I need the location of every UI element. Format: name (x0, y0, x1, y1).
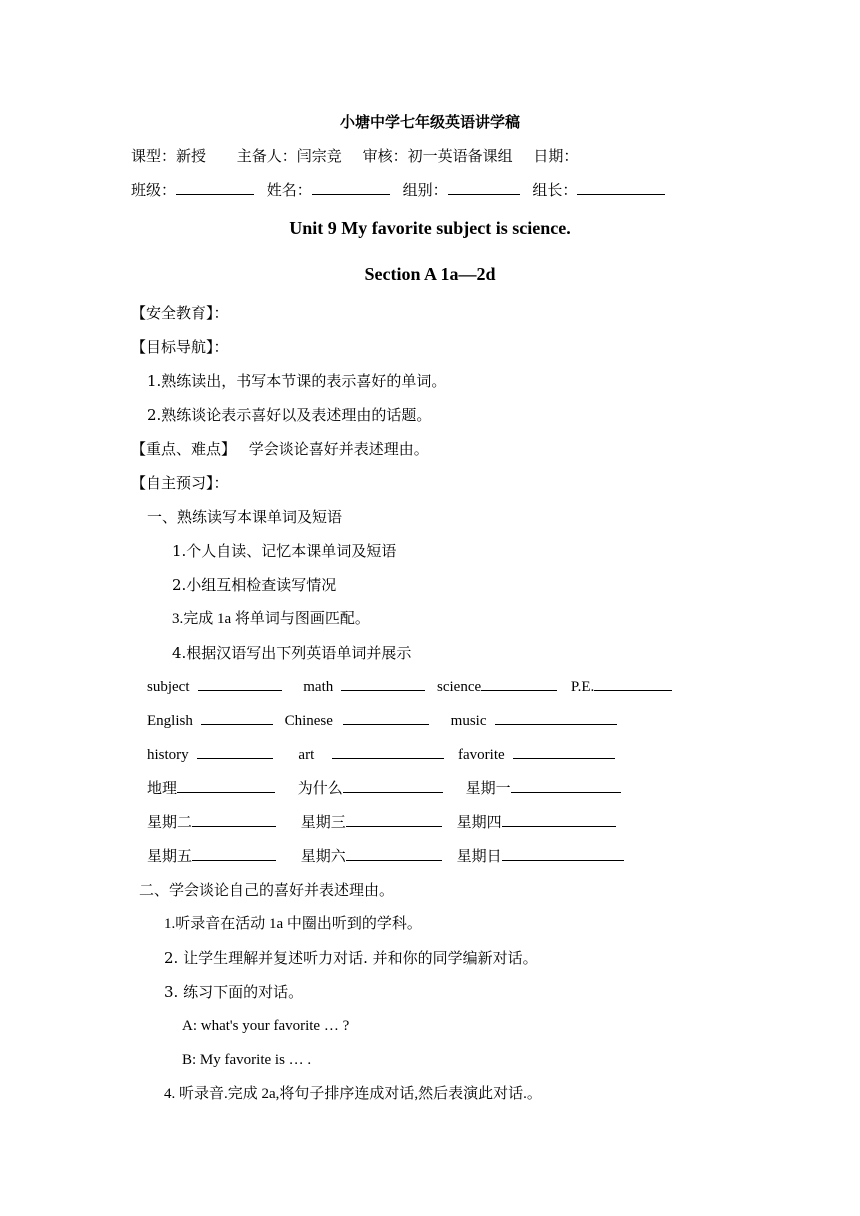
class-label: 班级： (131, 181, 177, 199)
vocab-word: 星期三 (300, 813, 346, 831)
vocab-blank (346, 846, 442, 861)
dialog-a: A: what's your favorite … ? (182, 1018, 350, 1034)
vocab-word: 星期二 (147, 813, 193, 831)
vocab-blank (177, 778, 275, 793)
leader-label: 组长： (532, 181, 578, 199)
vocab-word: history (147, 747, 189, 763)
part1-step-1: 1.个人自读、记忆本课单词及短语 (172, 542, 397, 560)
vocab-blank (502, 812, 616, 827)
part2-step-4: 4. 听录音.完成 2a,将句子排序连成对话,然后表演此对话.。 (164, 1086, 542, 1102)
name-blank (312, 180, 390, 195)
preparer: 主备人：闫宗竞 (236, 147, 342, 165)
vocab-word: 星期一 (465, 779, 511, 797)
key-points-label: 【重点、难点】 (131, 440, 237, 458)
class-blank (176, 180, 254, 195)
vocab-blank (495, 710, 617, 725)
student-info-row (131, 180, 665, 200)
part2-step-1: 1.听录音在活动 1a 中圈出听到的学科。 (164, 916, 422, 932)
vocab-blank (197, 744, 273, 759)
key-points-row (131, 439, 429, 459)
vocab-blank (481, 676, 557, 691)
reviewer: 审核：初一英语备课组 (362, 147, 513, 165)
vocab-blank (511, 778, 621, 793)
vocab-blank (192, 812, 276, 827)
part2-heading: 二、学会谈论自己的喜好并表述理由。 (139, 881, 395, 899)
school-title: 小塘中学七年级英语讲学稿 (339, 113, 520, 131)
vocab-word: 星期日 (456, 847, 502, 865)
key-points-text: 学会谈论喜好并表述理由。 (248, 440, 429, 458)
part1-step-4: 4.根据汉语写出下列英语单词并展示 (172, 644, 412, 662)
vocab-row (147, 676, 672, 697)
vocab-word: Chinese (284, 713, 333, 729)
vocab-word: subject (147, 679, 190, 695)
part1-heading: 一、熟练读写本课单词及短语 (147, 508, 343, 526)
vocab-word: English (147, 713, 193, 729)
vocab-word: favorite (458, 747, 505, 763)
vocab-word: 星期四 (456, 813, 502, 831)
goals-label: 【目标导航】： (131, 338, 229, 356)
vocab-row (147, 710, 617, 731)
vocab-blank (198, 676, 282, 691)
course-type: 课型：新授 (131, 147, 207, 165)
vocab-row (147, 846, 624, 866)
part1-step-3: 3.完成 1a 将单词与图画匹配。 (172, 611, 370, 627)
group-label: 组别： (402, 181, 448, 199)
vocab-row (147, 778, 621, 798)
preview-label: 【自主预习】： (131, 474, 229, 492)
leader-blank (577, 180, 665, 195)
vocab-word: 星期六 (300, 847, 346, 865)
goal-2: 2.熟练谈论表示喜好以及表述理由的话题。 (147, 406, 432, 424)
date-label: 日期： (533, 147, 579, 165)
vocab-word: P.E. (570, 679, 595, 695)
section-title: Section A 1a—2d (364, 264, 496, 284)
vocab-blank (346, 812, 442, 827)
vocab-word: math (303, 679, 334, 695)
vocab-word: 地理 (147, 779, 178, 797)
vocab-blank (332, 744, 444, 759)
vocab-blank (343, 778, 443, 793)
vocab-blank (341, 676, 425, 691)
vocab-blank (502, 846, 624, 861)
part2-step-3: 3. 练习下面的对话。 (164, 983, 304, 1001)
vocab-word: art (298, 747, 315, 763)
vocab-blank (201, 710, 273, 725)
part2-step-2: 2. 让学生理解并复述听力对话. 并和你的同学编新对话。 (164, 949, 538, 967)
dialog-b: B: My favorite is … . (182, 1052, 312, 1068)
vocab-row (147, 744, 615, 765)
vocab-word: music (450, 713, 487, 729)
vocab-word: science (437, 679, 482, 695)
header-info-row (131, 146, 578, 166)
vocab-word: 为什么 (297, 779, 343, 797)
vocab-blank (343, 710, 429, 725)
part1-step-2: 2.小组互相检查读写情况 (172, 576, 337, 594)
name-label: 姓名： (266, 181, 312, 199)
safety-label: 【安全教育】： (131, 304, 229, 322)
group-blank (448, 180, 520, 195)
vocab-word: 星期五 (147, 847, 193, 865)
vocab-blank (594, 676, 672, 691)
vocab-blank (192, 846, 276, 861)
goal-1: 1.熟练读出，书写本节课的表示喜好的单词。 (147, 372, 447, 390)
unit-title: Unit 9 My favorite subject is science. (289, 218, 571, 238)
vocab-row (147, 812, 616, 832)
vocab-blank (513, 744, 615, 759)
